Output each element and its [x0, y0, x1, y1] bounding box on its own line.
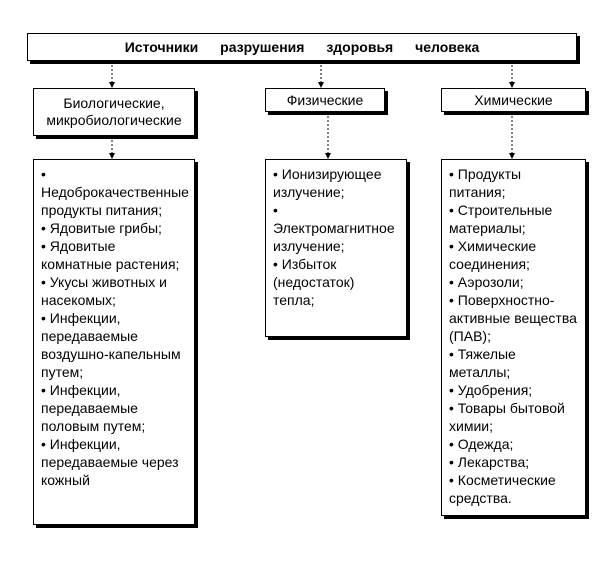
list-item: • Поверхностно-активные вещества (ПАВ);: [449, 292, 577, 344]
phys-heading: Физические: [265, 88, 385, 112]
list-item: • Недоброкачественные продукты питания;: [41, 166, 189, 218]
list-item: • Инфекции, передаваемые половым путем;: [41, 382, 146, 434]
list-item: • Избыток (недостаток) тепла;: [273, 256, 355, 308]
list-item: • Ионизирующее излучение;: [273, 166, 382, 200]
list-item: • Электромагнитное излучение;: [273, 202, 395, 254]
list-item: • Товары бытовой химии;: [449, 400, 565, 434]
list-item: • Химические соединения;: [449, 238, 537, 272]
phys-list: [265, 159, 407, 337]
list-item: • Инфекции, передаваемые через кожный: [41, 436, 179, 488]
list-item: • Ядовитые грибы;: [41, 220, 162, 236]
list-item: • Продукты питания;: [449, 166, 522, 200]
bio-list: [33, 159, 195, 525]
list-item: • Тяжелые металлы;: [449, 346, 516, 380]
list-item: • Аэрозоли;: [449, 274, 524, 290]
bio-heading: Биологические, микробиологические: [33, 88, 195, 136]
list-item: • Лекарства;: [449, 454, 530, 470]
list-item: • Косметические средства.: [449, 472, 556, 506]
list-item: • Укусы животных и насекомых;: [41, 274, 167, 308]
chem-list: [441, 159, 586, 516]
list-item: • Одежда;: [449, 436, 514, 452]
chem-heading: Химические: [441, 88, 586, 112]
list-item: • Инфекции, передаваемые воздушно-капельным путем;: [41, 310, 181, 380]
list-item: • Строительные материалы;: [449, 202, 553, 236]
diagram-title: Источники разрушения здоровья человека: [27, 33, 577, 61]
list-item: • Ядовитые комнатные растения;: [41, 238, 180, 272]
list-item: • Удобрения;: [449, 382, 533, 398]
